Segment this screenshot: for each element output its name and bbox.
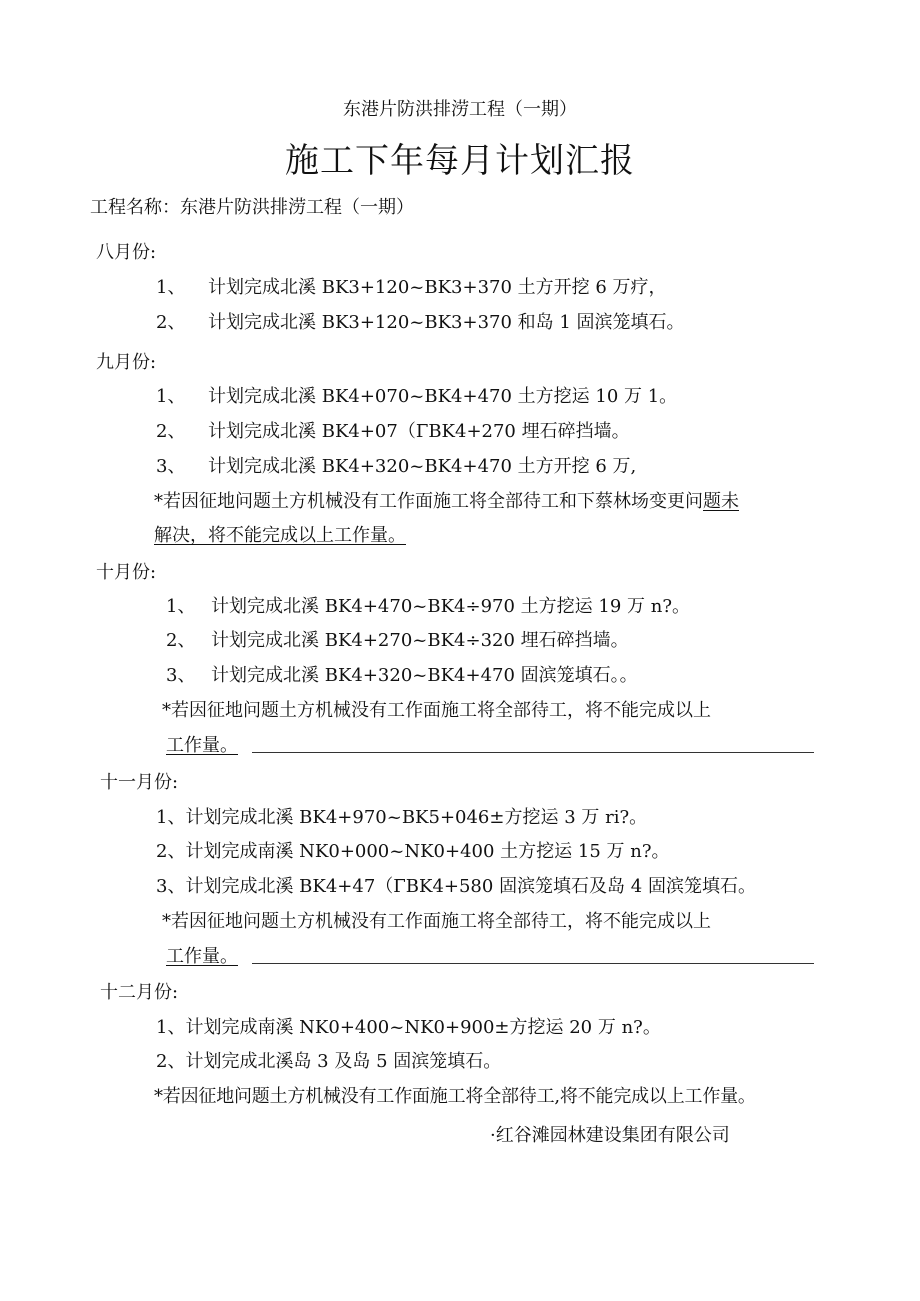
project-name: 工程名称：东港片防洪排涝工程（一期） (90, 197, 414, 218)
document-title: 施工下年每月计划汇报 (285, 141, 635, 181)
list-item (166, 629, 629, 653)
list-item: 2、计划完成南溪 NK0+000~NK0+400 土方挖运 15 万 n?。 (156, 841, 670, 862)
month-heading-november: 十一月份: (100, 772, 179, 793)
month-heading-august: 八月份: (96, 242, 157, 263)
list-item (156, 455, 636, 479)
item-text: 计划完成北溪 BK4+320~BK4+470 固滨笼填石。。 (211, 665, 638, 686)
note-line: 解决，将不能完成以上工作量。 (154, 525, 406, 546)
note-line: *若因征地问题土方机械没有工作面施工将全部待工，将不能完成以上 (162, 700, 711, 721)
month-heading-december: 十二月份: (100, 982, 179, 1003)
note-text: *若因征地问题土方机械没有工作面施工将全部待工和下蔡林场变更问 (154, 491, 703, 512)
list-item (156, 276, 667, 300)
list-item (156, 385, 677, 409)
item-number: 3、 (166, 665, 196, 686)
fill-in-line (252, 752, 814, 753)
list-item: 1、计划完成南溪 NK0+400~NK0+900±方挖运 20 万 n?。 (156, 1017, 661, 1038)
month-heading-october: 十月份: (96, 562, 157, 583)
list-item (156, 311, 685, 335)
list-item (156, 420, 630, 444)
fill-in-line (252, 963, 814, 964)
list-item: 2、计划完成北溪岛 3 及岛 5 固滨笼填石。 (156, 1051, 502, 1072)
list-item (166, 595, 690, 619)
note-line: *若因征地问题土方机械没有工作面施工将全部待工,将不能完成以上工作量。 (154, 1086, 756, 1107)
item-text: 计划完成北溪 BK3+120~BK3+370 土方开挖 6 万疗， (208, 277, 667, 298)
document-subtitle: 东港片防洪排涝工程（一期） (343, 99, 577, 120)
note-text-underlined: 题未 (703, 491, 739, 512)
item-text: 计划完成北溪 BK4+070~BK4+470 土方挖运 10 万 1。 (208, 386, 678, 407)
item-text: 计划完成北溪 BK4+07（ΓBK4+270 埋石碎挡墙。 (208, 421, 630, 442)
list-item: 1、计划完成北溪 BK4+970~BK5+046±方挖运 3 万 ri?。 (156, 807, 648, 828)
company-signature: ·红谷滩园林建设集团有限公司 (490, 1125, 730, 1146)
item-number: 2、 (156, 421, 186, 442)
note-line (154, 490, 739, 514)
note-line: 工作量。 (166, 946, 238, 967)
list-item: 3、计划完成北溪 BK4+47（ΓBK4+580 固滨笼填石及岛 4 固滨笼填石。 (156, 876, 756, 897)
item-number: 2、 (156, 312, 186, 333)
note-line: *若因征地问题土方机械没有工作面施工将全部待工，将不能完成以上 (162, 911, 711, 932)
item-number: 1、 (166, 596, 196, 617)
item-text: 计划完成北溪 BK4+470~BK4÷970 土方挖运 19 万 n?。 (211, 596, 690, 617)
item-text: 计划完成北溪 BK3+120~BK3+370 和岛 1 固滨笼填石。 (208, 312, 685, 333)
note-line: 工作量。 (166, 735, 238, 756)
item-text: 计划完成北溪 BK4+270~BK4÷320 埋石碎挡墙。 (211, 630, 629, 651)
item-number: 1、 (156, 277, 186, 298)
item-text: 计划完成北溪 BK4+320~BK4+470 土方开挖 6 万, (208, 456, 637, 477)
list-item (166, 664, 638, 688)
month-heading-september: 九月份: (96, 352, 157, 373)
item-number: 1、 (156, 386, 186, 407)
item-number: 3、 (156, 456, 186, 477)
item-number: 2、 (166, 630, 196, 651)
